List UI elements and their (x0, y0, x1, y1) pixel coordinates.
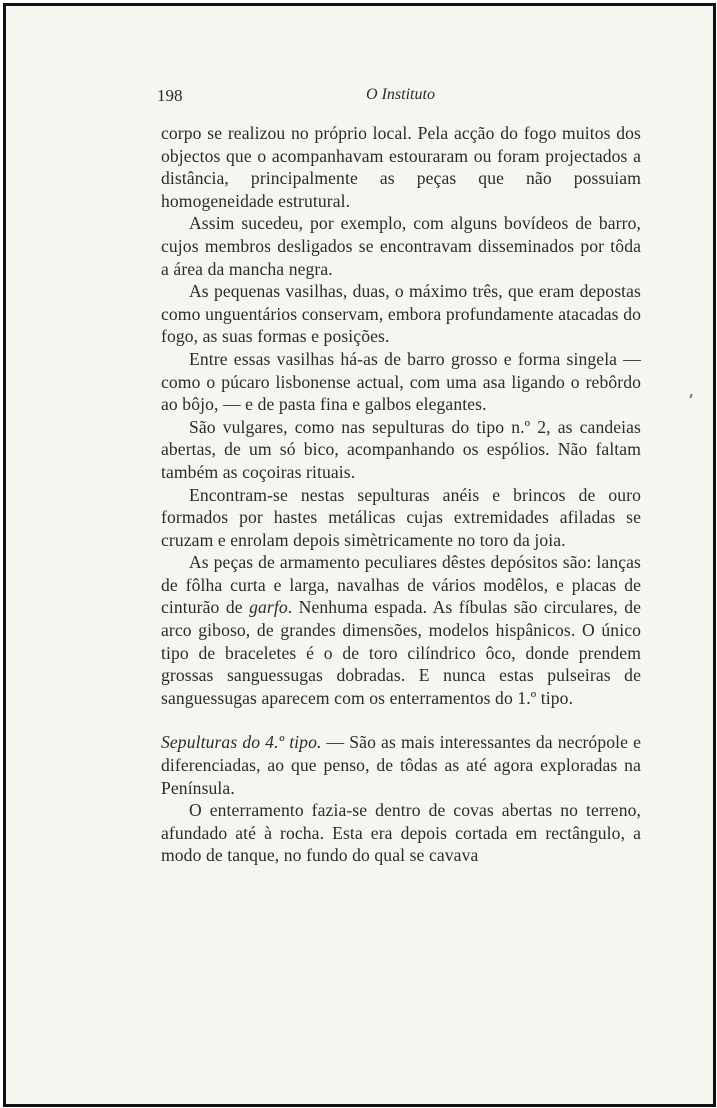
paragraph: As pequenas vasilhas, duas, o máximo três, que eram depostas como unguentários conservam, embora profundamente atacadas do fogo, as suas formas e posições. (161, 281, 641, 347)
section-paragraph (161, 731, 641, 799)
paragraph: corpo se realizou no próprio local. Pela acção do fogo muitos dos objectos que o acompanhavam estouraram ou foram projectados a distância, principalmente as peças que não possuiam homogeneidade estrutural. (161, 123, 641, 211)
paragraph-text: As peças de armamento peculiares dêstes depósitos são: lanças de fôlha curta e larga, navalhas de vários modêlos, e placas de cinturão de (161, 552, 641, 618)
paragraph-text: — São as mais interessantes da necrópole e diferenciadas, ao que penso, de tôdas as até agora exploradas na Península. (161, 732, 641, 798)
paragraph (161, 551, 641, 709)
paragraph: Entre essas vasilhas há-as de barro grosso e forma singela — como o púcaro lisbonense actual, com uma asa ligando o rebôrdo ao bôjo, — e de pasta fina e galbos elegantes. (161, 348, 641, 415)
page-number: 198 (157, 86, 183, 105)
running-title: O Instituto (366, 86, 435, 103)
section-heading: Sepulturas do 4.º tipo. (161, 732, 322, 753)
body-text (161, 122, 641, 867)
paragraph: Encontram-se nestas sepulturas anéis e brincos de ouro formados por hastes metálicas cujas extremidades afiladas se cruzam e enrolam depois simètricamente no toro da joia. (161, 484, 641, 550)
paragraph: O enterramento fazia-se dentro de covas abertas no terreno, afundado até à rocha. Esta era depois cortada em rectângulo, a modo de tanque, no fundo do qual se cavava (161, 800, 641, 866)
page-header (157, 86, 644, 110)
paragraph: São vulgares, como nas sepulturas do tipo n.º 2, as candeias abertas, de um só bico, acompanhando os espólios. Não faltam também as coçoiras rituais. (161, 416, 641, 482)
italic-term: garfo (249, 597, 288, 618)
paragraph-text: . Nenhuma espada. As fíbulas são circulares, de arco giboso, de grandes dimensões, modelos hispânicos. O único tipo de braceletes é o de toro cilíndrico ôco, donde prendem grossas sanguessugas dobradas. E nunca estas pulseiras de sanguessugas aparecem com os enterramentos do 1.º tipo. (161, 597, 641, 708)
paragraph: Assim sucedeu, por exemplo, com alguns bovídeos de barro, cujos membros desligados se encontravam disseminados por tôda a área da mancha negra. (161, 213, 641, 279)
